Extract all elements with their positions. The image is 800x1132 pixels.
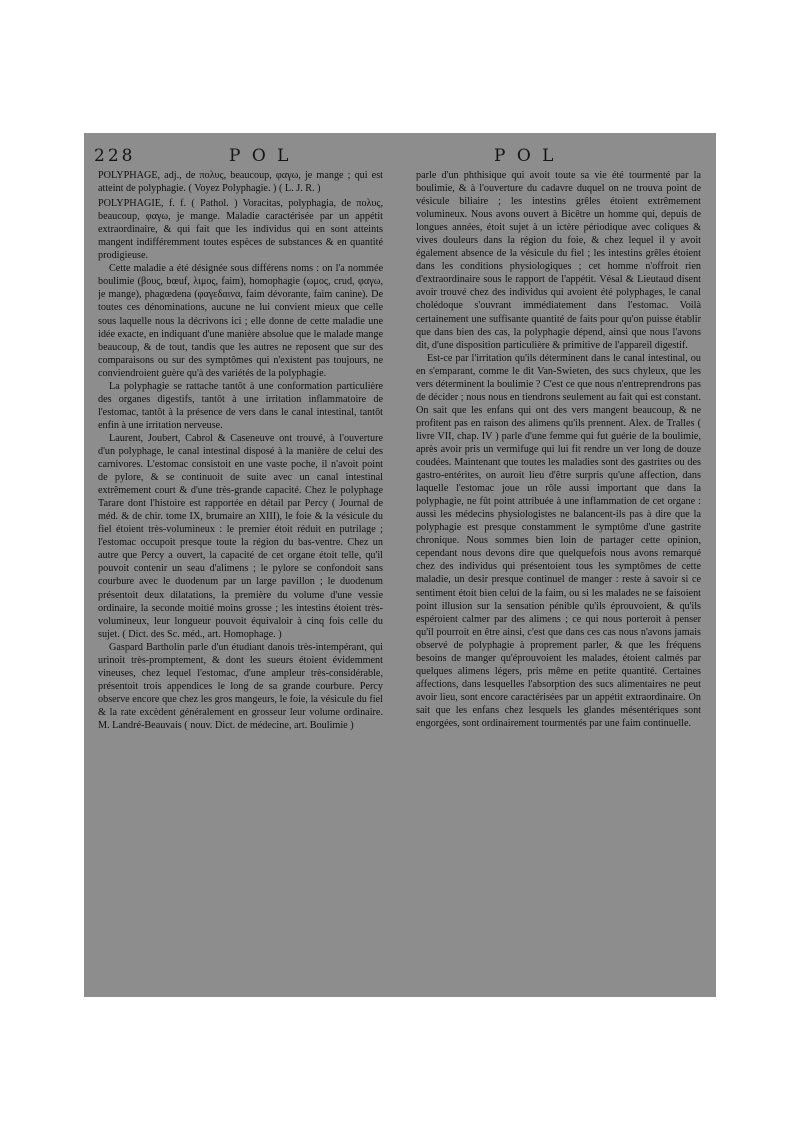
- running-head-right: P O L: [494, 146, 557, 166]
- paragraph: Laurent, Joubert, Cabrol & Caseneuve ont trouvé, à l'ouverture d'un polyphage, le canal intestinal disposé à la manière de celui des carnivores. L'estomac consistoit en une vaste poche, il n'avoit point de pylore, & se continuoit de suite avec un canal intestinal extrêmement court & d'une très-grande capacité. Chez le polyphage Tarare dont l'histoire est rapportée en détail par Percy ( Journal de méd. & de chir. tome IX, brumaire an XIII), le foie & la vésicule du fiel étoient très-volumineux : le premier étoit réduit en putrilage ; l'estomac occupoit presque toute la région du bas-ventre. Chez un autre que Percy a ouvert, la capacité de cet organe étoit telle, qu'il pouvoit contenir un seau d'alimens ; le pylore se confondoit sans courbure avec le duodenum par un large pavillon ; le duodenum présentoit deux dilatations, la première du volume d'une vessie ordinaire, la seconde moitié moins grosse ; les intestins étoient très-volumineux, leur longueur pouvoit équivaloir à cinq fois celle du sujet. ( Dict. des Sc. méd., art. Homophage. ): [98, 432, 383, 640]
- running-head-left: P O L: [229, 146, 292, 166]
- paragraph: La polyphagie se rattache tantôt à une conformation particulière des organes digestifs, tantôt à une irritation inflammatoire de l'estomac, tantôt à la présence de vers dans le canal intestinal, tantôt enfin à une irritation nerveuse.: [98, 380, 383, 431]
- right-column: [416, 169, 701, 989]
- paragraph: parle d'un phthisique qui avoit toute sa vie été tourmenté par la boulimie, & à l'ouverture du cadavre duquel on ne trouva point de vésicule biliaire ; les intestins grêles étoient extrêmement volumineux. Nous avons ouvert à Bicêtre un homme qui, depuis de longues années, étoit sujet à un ictère périodique avec coliques & vives douleurs dans la région du foie, & chez lequel il y avoit également absence de la vésicule du fiel ; les intestins grêles étoient dans les conditions physiologiques ; cet homme n'offroit rien d'extraordinaire sous le rapport de l'appétit. Vésal & Lieutaud disent avoir trouvé chez des individus qui avoient été polyphages, le canal cholédoque s'ouvrant immédiatement dans l'estomac. Voilà certainement une suffisante quantité de faits pour qu'on puisse établir que dans bien des cas, la polyphagie dépend, ainsi que nous l'avons dit, d'une disposition particulière & primitive de l'appareil digestif.: [416, 170, 701, 351]
- entry-polyphage: POLYPHAGE, adj., de πολυς, beaucoup, φαγω, je mange ; qui est atteint de polyphagie. ( Voyez Polyphagie. ) ( L. J. R. ): [98, 170, 383, 195]
- scanned-page: [84, 133, 716, 997]
- paragraph: Est-ce par l'irritation qu'ils déterminent dans le canal intestinal, ou en s'emparant, comme le dit Van-Swieten, des sucs chyleux, que les vers déterminent la boulimie ? C'est ce que nous n'entreprendrons pas de décider ; nous nous en tiendrons seulement au fait qui est constant. On sait que les enfans qui ont des vers mangent beaucoup, & ne profitent pas en raison des alimens qu'ils prennent. Alex. de Tralles ( livre VII, chap. IV ) parle d'une femme qui fut guérie de la boulimie, après avoir pris un vermifuge qui lui fit rendre un ver long de douze coudées. Maintenant que toutes les maladies sont des gastrites ou des gastro-entérites, on auroit lieu d'être surpris qu'une affection, dans laquelle l'estomac joue un rôle aussi important que dans la polyphagie, ne fût point attribuée à une inflammation de cet organe : aussi les médecins physiologistes ne balancent-ils pas à dire que la polyphagie est presque constamment le symptôme d'une gastrite chronique. Nous sommes bien loin de partager cette opinion, cependant nous devons dire que quelquefois nous avons remarqué chez des individus qui présentoient tous les symptômes de cette maladie, un desir presque continuel de manger : reste à savoir si ce sentiment étoit bien celui de la faim, ou si les malades ne se faisoient point illusion sur la sensation pénible qu'ils éprouvoient, & qu'ils espéroient calmer par des alimens ; ce qui nous porteroit à penser qu'il pourroit en être ainsi, c'est que dans ces cas nous n'avons jamais observé de polyphagie à proprement parler, & que les fréquens besoins de manger qu'éprouvoient les malades, étoient calmés par quelques alimens légers, pris même en petite quantité. Certaines affections, dans lesquelles l'absorption des sucs alimentaires ne peut avoir lieu, sont encore caractérisées par un appétit extraordinaire. On sait que les enfans chez lesquels les glandes mésentériques sont engorgées, sont ordinairement tourmentés par une faim continuelle.: [416, 352, 701, 729]
- page-number: 228: [94, 146, 136, 166]
- left-column: [98, 169, 383, 989]
- entry-polyphagie: POLYPHAGIE, f. f. ( Pathol. ) Voracitas, polyphagia, de πολυς, beaucoup, φαγω, je mange. Maladie caractérisée par un appétit extraordinaire, & qui fait que les individus qui en sont atteints mangent indifféremment toutes espèces de substances & en quantité prodigieuse.: [98, 198, 383, 262]
- paragraph: Gaspard Bartholin parle d'un étudiant danois très-intempérant, qui urinoit très-promptement, & dont les sueurs étoient évidemment vineuses, chez lequel l'estomac, d'une ampleur très-considérable, présentoit trois appendices le long de sa grande courbure. Percy observe encore que chez les gros mangeurs, le foie, la vésicule du fiel & la rate excèdent généralement en grosseur leur volume ordinaire. M. Landré-Beauvais ( nouv. Dict. de médecine, art. Boulimie ): [98, 641, 383, 731]
- paragraph: Cette maladie a été désignée sous différens noms : on l'a nommée boulimie (βους, bœuf, λιμος, faim), homophagie (ωμος, crud, φαγω, je mange), phagœdena (φαγεδαινα, faim dévorante, faim canine). De toutes ces dénominations, aucune ne lui convient mieux que celle sous laquelle nous la décrivons ici ; elle donne de cette maladie une idée exacte, en indiquant d'une manière absolue que le malade mange beaucoup, & de tout, tandis que les autres ne reposent que sur des comparaisons ou sur des symptômes qui n'existent pas toujours, ne conviendroient guère qu'à des variétés de la polyphagie.: [98, 263, 383, 379]
